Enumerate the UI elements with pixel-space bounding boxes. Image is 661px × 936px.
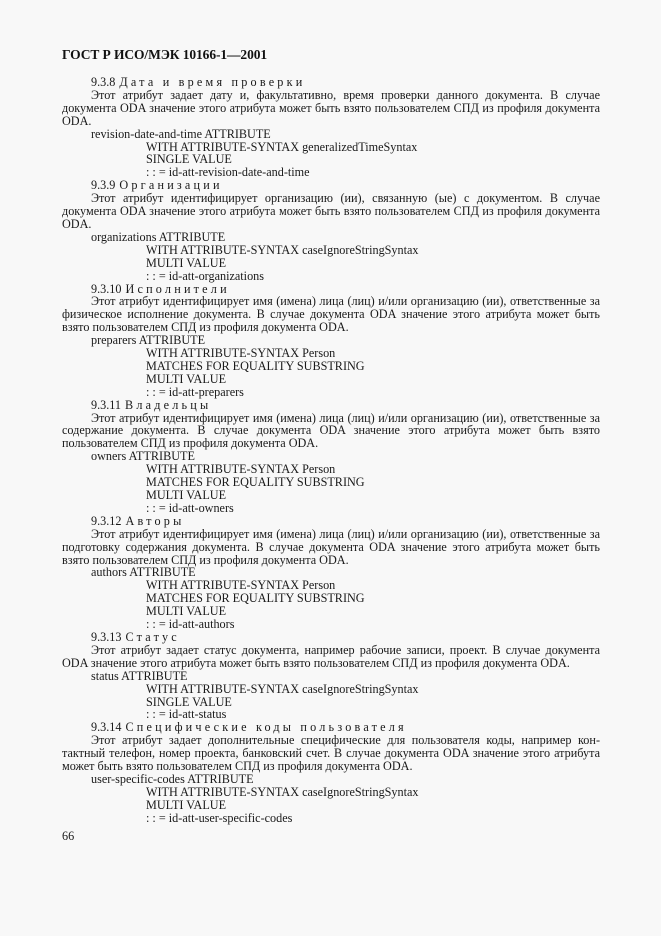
page-number: 66 [62,829,75,843]
attribute-definition: preparers ATTRIBUTE [91,333,206,348]
attribute-line: : : = id-att-authors [146,617,235,632]
section-number: 9.3.10 [91,281,122,296]
section-heading [62,399,600,412]
attribute-line: WITH ATTRIBUTE-SYNTAX Person [146,578,336,593]
section-organizations [62,179,600,282]
section-heading [62,631,600,644]
attribute-line: WITH ATTRIBUTE-SYNTAX caseIgnoreStringSyntax [146,784,419,799]
section-owners [62,399,600,515]
section-title: Организации [119,178,223,193]
attribute-line: MULTI VALUE [146,488,227,502]
section-number: 9.3.13 [91,629,122,644]
section-heading [62,76,600,89]
attribute-line: MULTI VALUE [146,371,227,386]
attribute-line: MATCHES FOR EQUALITY SUBSTRING [146,475,365,490]
section-number: 9.3.9 [91,178,116,193]
section-title: Исполнители [125,281,230,296]
attribute-line: : : = id-att-revision-date-and-time [146,165,310,180]
attribute-line: WITH ATTRIBUTE-SYNTAX caseIgnoreStringSyntax [146,242,419,257]
document-header: ГОСТ Р ИСО/МЭК 10166-1—2001 [62,47,268,62]
section-title: Специфические коды пользователя [125,720,407,735]
attribute-definition: status ATTRIBUTE [91,668,188,683]
attribute-definition: user-specific-codes ATTRIBUTE [91,771,254,786]
attribute-definition: organizations ATTRIBUTE [91,229,226,244]
attribute-line: MULTI VALUE [146,604,227,619]
section-paragraph: Этот атрибут идентифицирует имя (имена) лица (лиц) и/или организацию (ии), ответственные за физическое исполнение документа. В случае документа ODA значение этого атрибута может быть взято пользователем СПД из профиля документа ODA. [62,294,600,335]
section-preparers [62,283,600,399]
attribute-line: : : = id-att-status [146,707,227,722]
document-body [62,76,600,825]
attribute-line: : : = id-att-user-specific-codes [146,810,293,825]
section-authors [62,515,600,631]
attribute-line: : : = id-att-organizations [146,268,265,283]
section-paragraph: Этот атрибут задает статус документа, например рабочие записи, проект. В случае документа ODA значение этого атрибута может быть взято пользователем СПД из профиля документа ODA. [62,642,600,670]
attribute-line: MATCHES FOR EQUALITY SUBSTRING [146,591,365,606]
section-title: Владельцы [125,397,212,412]
section-number: 9.3.8 [91,75,116,89]
attribute-definition: owners ATTRIBUTE [91,449,195,464]
section-number: 9.3.12 [91,513,122,528]
attribute-line: SINGLE VALUE [146,694,232,709]
attribute-line: WITH ATTRIBUTE-SYNTAX Person [146,346,336,361]
attribute-line: : : = id-att-preparers [146,384,244,399]
section-title: Статус [125,629,180,644]
attribute-line: : : = id-att-owners [146,500,234,515]
attribute-line: MULTI VALUE [146,255,227,270]
section-revision-date-and-time [62,76,600,179]
section-title: Авторы [125,513,185,528]
section-number: 9.3.11 [91,397,122,412]
section-paragraph: Этот атрибут задает дату и, факультативно, время проверки данного документа. В случае документа ODA значение этого атрибута может быть взято пользователем СПД из профиля документа ODA. [62,87,600,128]
section-paragraph: Этот атрибут идентифицирует имя (имена) лица (лиц) и/или организацию (ии), ответственные за подготовку содержания документа. В случае документа ODA значение этого атрибута может быть взято пользователем СПД из профиля документа ODA. [62,526,600,567]
attribute-line: MULTI VALUE [146,797,227,812]
section-number: 9.3.14 [91,720,122,735]
attribute-definition: authors ATTRIBUTE [91,565,196,580]
attribute-line: WITH ATTRIBUTE-SYNTAX caseIgnoreStringSyntax [146,681,419,696]
section-paragraph: Этот атрибут идентифицирует имя (имена) лица (лиц) и/или организацию (ии), ответственные за содержание документа. В случае документа ODA значение этого атрибута может быть взято пользователем СПД из профиля документа ODA. [62,410,600,451]
section-title: Дата и время проверки [119,75,306,89]
attribute-line: WITH ATTRIBUTE-SYNTAX generalizedTimeSyntax [146,139,418,154]
section-status [62,631,600,721]
attribute-line: WITH ATTRIBUTE-SYNTAX Person [146,462,336,477]
section-paragraph: Этот атрибут идентифицирует организацию (ии), связанную (ые) с документом. В случае документа ODA значение этого атрибута может быть взято пользователем СПД из профиля документа ODA. [62,191,600,231]
attribute-definition: revision-date-and-time ATTRIBUTE [91,126,271,141]
attribute-line: SINGLE VALUE [146,152,232,167]
attribute-line: MATCHES FOR EQUALITY SUBSTRING [146,358,365,373]
section-paragraph: Этот атрибут задает дополнительные специфические для пользователя коды, например контактный телефон, номер проекта, банковский счет. В случае документа ODA значение этого атрибута может быть взято пользователем СПД из профиля документа ODA. [62,733,600,774]
section-heading [62,515,600,528]
section-user-specific-codes [62,721,600,824]
